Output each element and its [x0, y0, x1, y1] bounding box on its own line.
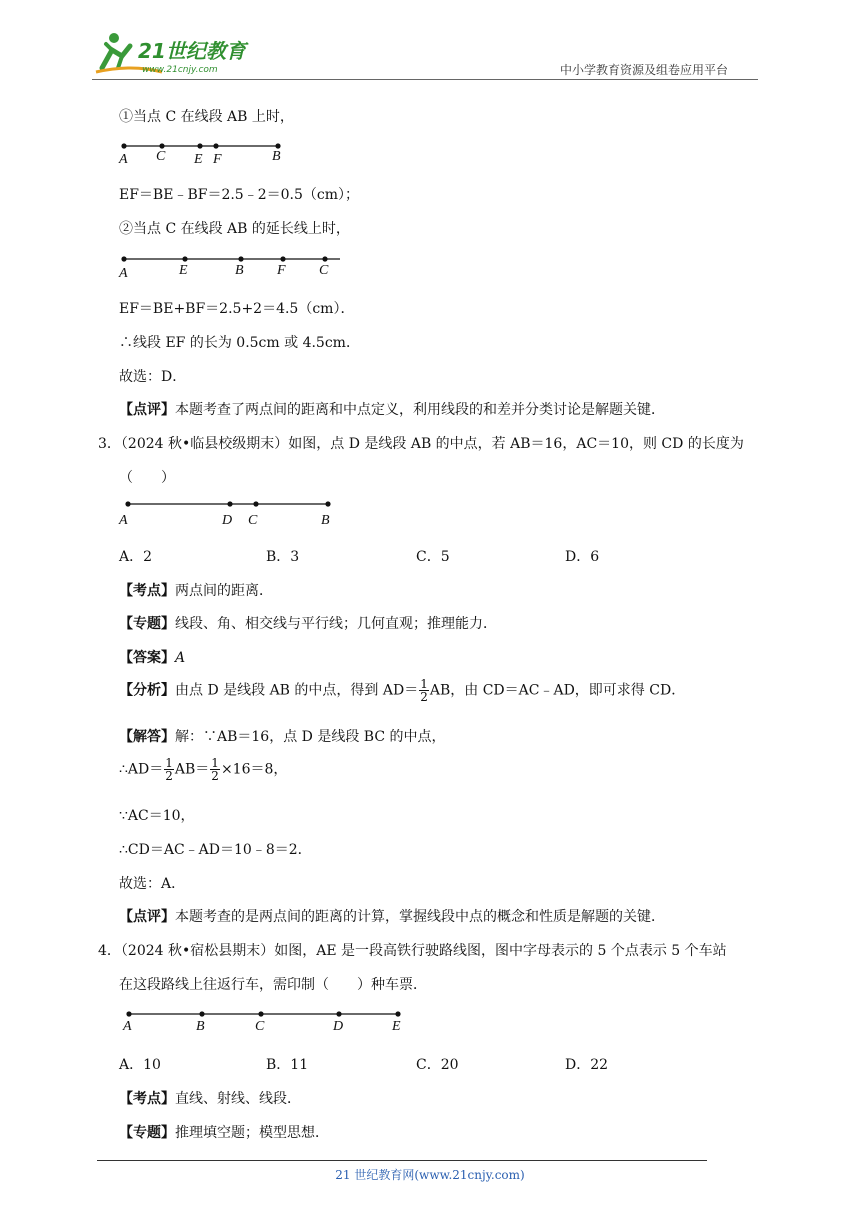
case2-text: ②当点 C 在线段 AB 的延长线上时，: [119, 221, 350, 237]
figure-segment-1: [116, 138, 296, 168]
q3-option-b: B．3: [266, 549, 300, 565]
fig1-point: [197, 143, 202, 148]
q4-option-a: A．10: [119, 1057, 161, 1073]
q4-option-d: D．22: [565, 1057, 609, 1073]
q3-fig-label: A: [119, 513, 128, 528]
site-logo: [92, 28, 262, 78]
q3-option-c: C．5: [416, 549, 450, 565]
header-platform-text: 中小学教育资源及组卷应用平台: [560, 63, 729, 77]
fig1-label: B: [272, 149, 281, 164]
fig1-point: [275, 143, 280, 148]
fig1-point: [213, 143, 218, 148]
q4-stem1: （2024 秋•宿松县期末）如图，AE 是一段高铁行驶路线图，图中字母表示的 5 个点表示 5 个车站: [120, 943, 727, 959]
q3-fig-point: [253, 501, 258, 506]
case1-text: ①当点 C 在线段 AB 上时，: [119, 109, 294, 125]
q4-fig-label: A: [123, 1019, 132, 1034]
fig2-point: [121, 256, 126, 261]
fig1-label: F: [213, 152, 222, 167]
fig2-point: [238, 256, 243, 261]
q3-fig-point: [325, 501, 330, 506]
q4-fig-point: [126, 1011, 131, 1016]
q3-fig-label: B: [321, 513, 330, 528]
q4-option-c: C．20: [416, 1057, 459, 1073]
fig2-point: [322, 256, 327, 261]
fig1-point: [159, 143, 164, 148]
q4-zhuanti: 【专题】推理填空题；模型思想．: [119, 1125, 329, 1141]
q3-fig-label: D: [222, 513, 233, 528]
q4-fig-label: B: [196, 1019, 205, 1034]
q3-analysis: 【分析】由点 D 是线段 AB 的中点，得到 AD＝ $\frac{1}{2}$ AB，由 CD＝AC﹣AD，即可求得 CD．: [119, 677, 686, 704]
q4-fig-point: [395, 1011, 400, 1016]
q3-kaodian: 【考点】两点间的距离．: [119, 583, 273, 599]
q3-stem-line1: [98, 433, 744, 453]
q4-fig-label: C: [255, 1019, 265, 1034]
fig1-point: [121, 143, 126, 148]
q4-fig-point: [258, 1011, 263, 1016]
figure-segment-2: [116, 252, 356, 282]
footer-text: 21 世纪教育网(www.21cnjy.com): [335, 1168, 525, 1182]
fig2-label: B: [235, 263, 244, 278]
q3-solution-line1: ∴AD＝ $\frac{1}{2}$ AB＝ $\frac{1}{2}$ ×16＝8，: [119, 756, 288, 783]
fig1-label: C: [156, 149, 166, 164]
q4-number: 4．: [98, 943, 121, 959]
q3-option-a: A．2: [119, 549, 153, 565]
fig2-label: E: [179, 263, 188, 278]
q3-fig-point: [125, 501, 130, 506]
q4-kaodian: 【考点】直线、射线、线段．: [119, 1091, 301, 1107]
logo-url: www.21cnjy.com: [142, 65, 218, 75]
fraction-half: $\frac{1}{2}$: [165, 756, 173, 783]
logo-text: 21世纪教育: [138, 39, 246, 63]
q3-solution-line3: ∴CD＝AC﹣AD＝10﹣8＝2．: [119, 842, 312, 858]
eq2-text: EF＝BE+BF＝2.5+2＝4.5（cm）．: [119, 301, 355, 317]
eq1-text: EF＝BE﹣BF＝2.5﹣2＝0.5（cm）；: [119, 187, 359, 203]
q4-fig-point: [336, 1011, 341, 1016]
fig1-label: A: [119, 152, 128, 167]
review-text: 本题考查了两点间的距离和中点定义，利用线段的和差并分类讨论是解题关键．: [175, 402, 665, 418]
review-tag: 【点评】: [119, 402, 175, 418]
q4-option-b: B．11: [266, 1057, 309, 1073]
fig2-label: A: [119, 266, 128, 281]
conclusion-text: ∴线段 EF 的长为 0.5cm 或 4.5cm．: [119, 335, 360, 351]
q3-fig-point: [227, 501, 232, 506]
q4-stem-line1: [98, 940, 727, 960]
fraction-half: $\frac{1}{2}$: [211, 756, 219, 783]
q4-stem2: 在这段路线上往返行车，需印制（ ）种车票．: [119, 977, 427, 993]
header-divider: [92, 79, 758, 80]
fig2-point: [280, 256, 285, 261]
q3-fig-label: C: [248, 513, 258, 528]
q3-stem1: （2024 秋•临县校级期末）如图，点 D 是线段 AB 的中点，若 AB＝16，AC＝10，则 CD 的长度为: [120, 436, 744, 452]
q3-answer: 【答案】A: [119, 650, 186, 666]
fig1-label: E: [194, 152, 203, 167]
q4-figure: [116, 1008, 416, 1038]
fraction-half: $\frac{1}{2}$: [420, 677, 428, 704]
fig2-label: C: [319, 263, 329, 278]
footer-divider: [97, 1160, 707, 1161]
review-line: [119, 399, 665, 419]
q3-review: 【点评】本题考查的是两点间的距离的计算，掌握线段中点的概念和性质是解题的关键．: [119, 909, 665, 925]
q3-stem2: （ ）: [119, 470, 175, 486]
q3-solution: 【解答】解：∵AB＝16，点 D 是线段 BC 的中点，: [119, 729, 446, 745]
fig2-point: [182, 256, 187, 261]
q4-fig-label: D: [333, 1019, 344, 1034]
choose-text: 故选：D．: [119, 369, 187, 385]
q3-choose: 故选：A．: [119, 876, 186, 892]
q3-option-d: D．6: [565, 549, 600, 565]
q3-zhuanti: 【专题】线段、角、相交线与平行线；几何直观；推理能力．: [119, 616, 497, 632]
q3-solution-line2: ∵AC＝10，: [119, 808, 195, 824]
q4-fig-label: E: [392, 1019, 401, 1034]
q3-figure: [116, 497, 346, 529]
q4-fig-point: [199, 1011, 204, 1016]
q3-number: 3．: [98, 436, 121, 452]
fig2-label: F: [277, 263, 286, 278]
